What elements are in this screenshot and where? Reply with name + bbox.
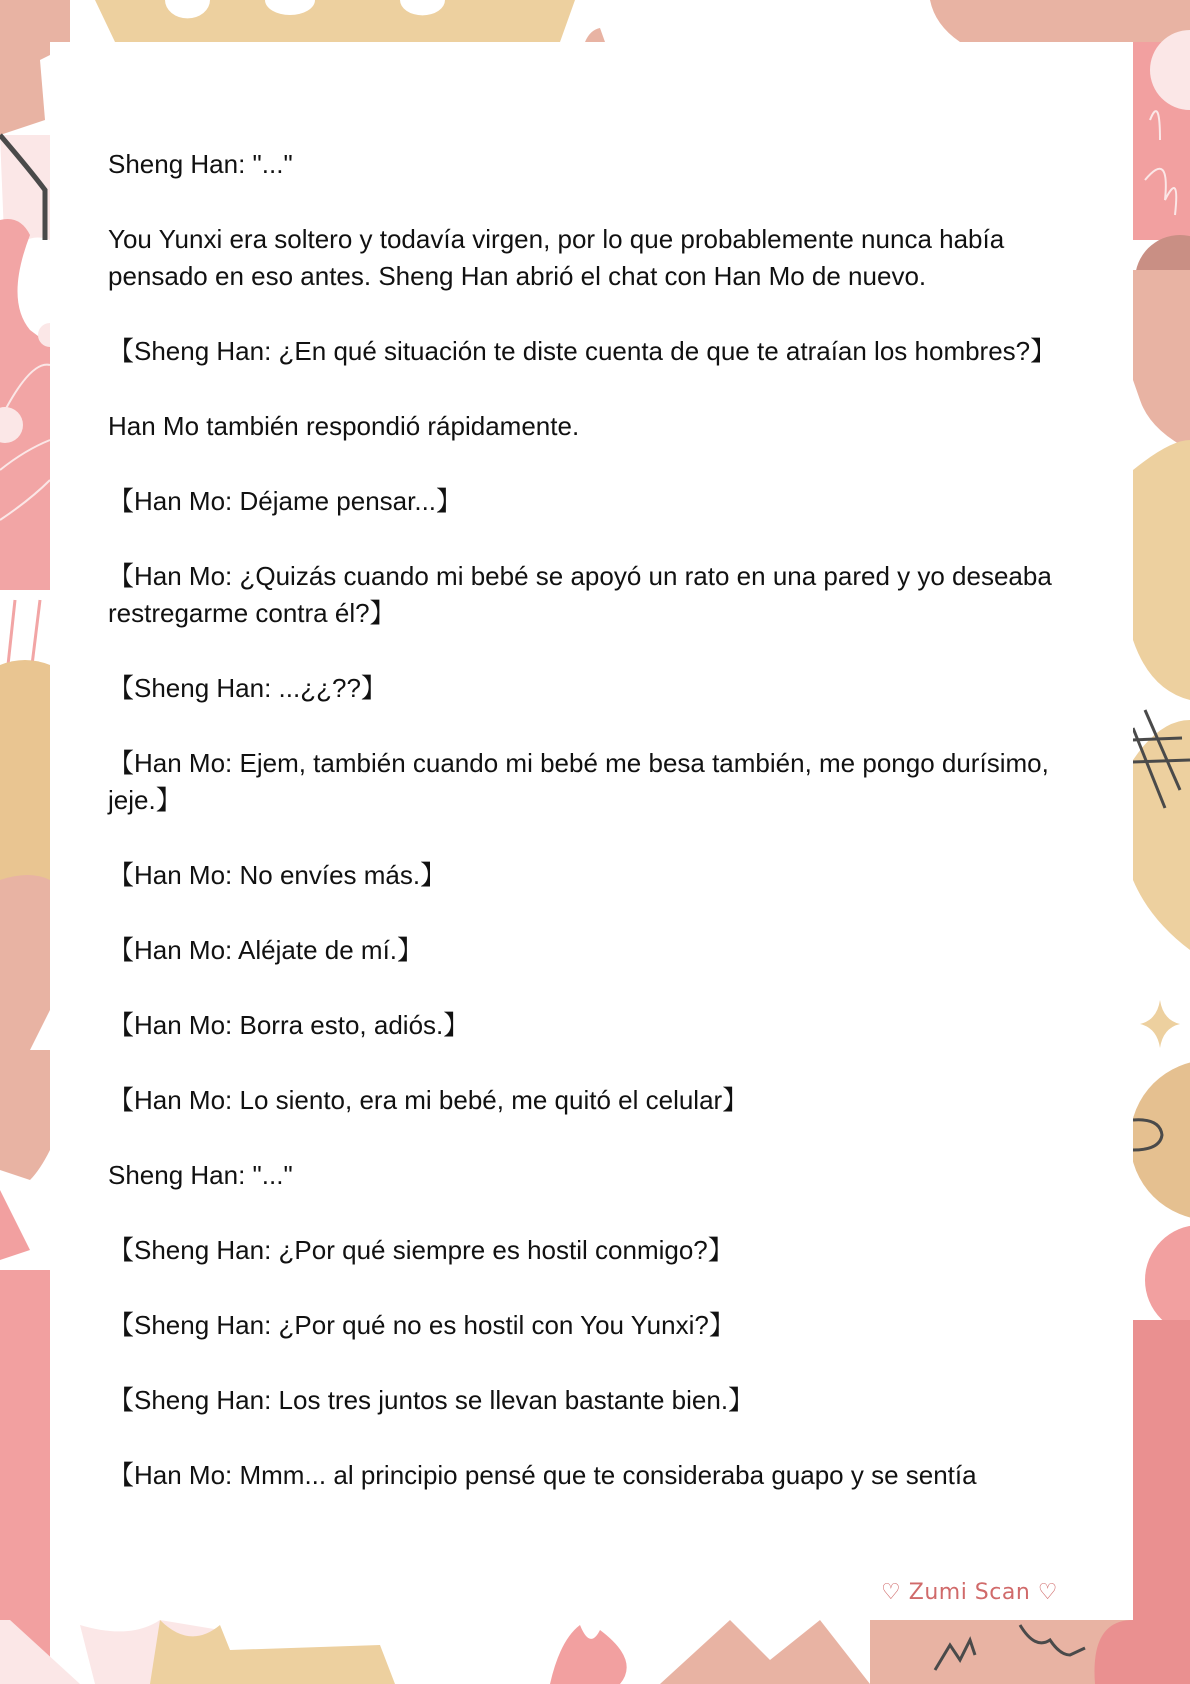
narration-paragraph: You Yunxi era soltero y todavía virgen, por lo que probablemente nunca había pensado en eso antes. Sheng Han abrió el chat con Han Mo de nuevo. — [108, 224, 1005, 291]
narration-paragraph: Sheng Han: "..." — [108, 149, 293, 179]
watermark: ♡ Zumi Scan ♡ — [881, 1580, 1058, 1605]
chat-message: 【Han Mo: ¿Quizás cuando mi bebé se apoyó un rato en una pared y yo deseaba restregarme contra él?】 — [108, 561, 1052, 628]
chat-message: 【Han Mo: Borra esto, adiós.】 — [108, 1010, 470, 1040]
chat-message: 【Han Mo: Ejem, también cuando mi bebé me besa también, me pongo durísimo, jeje.】 — [108, 748, 1049, 815]
chat-message: 【Han Mo: Lo siento, era mi bebé, me quitó el celular】 — [108, 1085, 749, 1115]
chat-message: 【Sheng Han: ¿Por qué no es hostil con You Yunxi?】 — [108, 1310, 735, 1340]
narration-paragraph: Sheng Han: "..." — [108, 1160, 293, 1190]
narration-paragraph: Han Mo también respondió rápidamente. — [108, 411, 580, 441]
document-page — [50, 42, 1133, 1620]
chat-message: 【Han Mo: No envíes más.】 — [108, 860, 447, 890]
chat-message: 【Han Mo: Mmm... al principio pensé que te consideraba guapo y se sentía — [108, 1460, 977, 1490]
document-body — [108, 146, 1098, 1532]
chat-message: 【Sheng Han: ¿En qué situación te diste cuenta de que te atraían los hombres?】 — [108, 336, 1057, 366]
chat-message: 【Sheng Han: ...¿¿??】 — [108, 673, 387, 703]
chat-message: 【Han Mo: Déjame pensar...】 — [108, 486, 463, 516]
chat-message: 【Sheng Han: Los tres juntos se llevan bastante bien.】 — [108, 1385, 755, 1415]
chat-message: 【Sheng Han: ¿Por qué siempre es hostil conmigo?】 — [108, 1235, 734, 1265]
chat-message: 【Han Mo: Aléjate de mí.】 — [108, 935, 424, 965]
